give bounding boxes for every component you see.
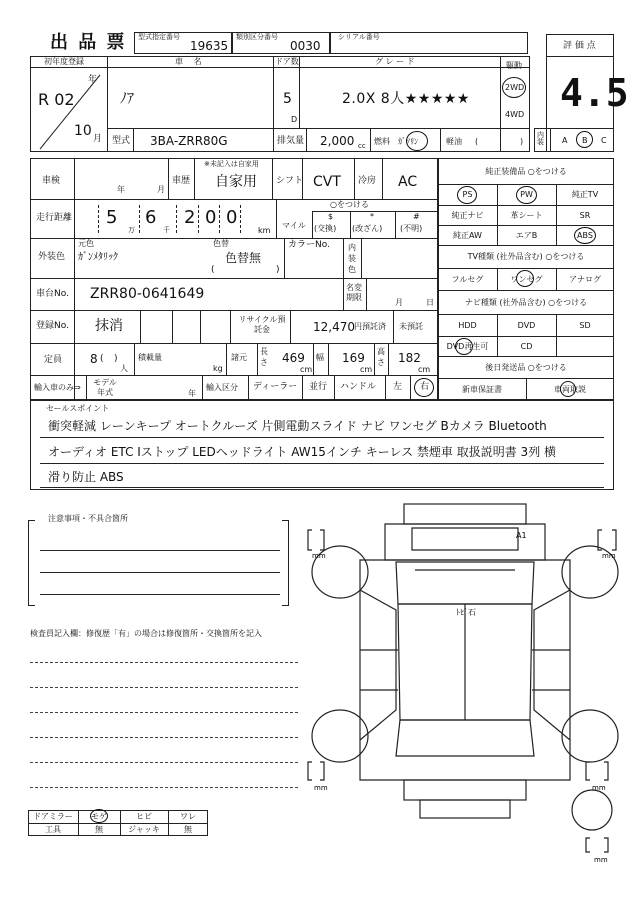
mileage-digit-2: 6 <box>145 207 157 228</box>
recycle-label: リサイクル預託金 <box>238 315 286 334</box>
equip-leather: 革シート <box>510 210 543 220</box>
drive-2wd: 2WD <box>505 83 525 92</box>
caution-bracket-left <box>28 520 35 606</box>
reg-no: 抹消 <box>95 318 123 334</box>
kg-unit: kg <box>213 364 223 373</box>
mirror-label: ドアミラー <box>33 812 73 821</box>
mm-rear-left: mm <box>314 784 328 792</box>
height-label: 高さ <box>377 347 385 367</box>
drive-4wd: 4WD <box>505 110 525 119</box>
import-label: 輸入車のみ⇒ <box>34 383 81 392</box>
int-color-label: 内装色 <box>348 243 356 274</box>
player-dvd: DVD再生可 <box>446 341 489 351</box>
color-no-label: カラーNo. <box>288 240 330 250</box>
model-year-unit: 年 <box>188 389 196 398</box>
width-label: 幅 <box>316 353 324 362</box>
equip-abs-circle <box>574 227 596 244</box>
car-damage-diagram <box>300 500 630 880</box>
name-change-label: 名変期限 <box>346 283 362 302</box>
fuel-paren-close: ) <box>520 137 524 146</box>
tv-label: TV種類 (社外品含む) ○をつける <box>467 252 585 261</box>
ac-label: 冷房 <box>358 176 377 186</box>
first-reg-era: R 02 <box>38 90 75 109</box>
recycle-amount: 12,470 <box>313 320 355 334</box>
reg-no-label: 登録No. <box>36 321 69 331</box>
mile-label: マイル <box>282 221 306 230</box>
day-unit: 日 <box>426 298 434 307</box>
jack-value: 無 <box>184 825 192 834</box>
displacement: 2,000 <box>320 134 355 148</box>
fuel-gasoline-circle <box>406 131 428 151</box>
meter-hash-sub: (不明) <box>400 224 423 233</box>
ext-color-label: 外装色 <box>38 252 66 262</box>
fuel-label: 燃料 <box>374 137 390 146</box>
mirror-circle <box>90 809 108 823</box>
meter-hash: # <box>413 212 420 221</box>
break-label: ワレ <box>180 812 196 821</box>
tools-value: 無 <box>95 825 103 834</box>
displacement-label: 排気量 <box>277 136 305 146</box>
doors-type: D <box>291 115 298 124</box>
capacity: 8 <box>90 352 98 366</box>
chassis-label: 車台No. <box>36 289 69 299</box>
capacity-paren-open: ( <box>100 354 104 364</box>
mileage-label: 走行距離 <box>36 213 73 223</box>
sen-unit: 千 <box>163 226 170 234</box>
handle-left: 左 <box>393 382 403 392</box>
handle-right-circle <box>414 378 434 397</box>
inspection-month-unit: 月 <box>157 185 165 194</box>
model-year-label: モデル年式 <box>93 378 117 397</box>
meter-dollar: $ <box>328 212 334 221</box>
recycle-status: 円預託済 <box>354 322 386 331</box>
later-warranty: 新車保証書 <box>462 384 502 394</box>
ext-color: ｶﾞﾝﾒﾀﾘｯｸ <box>78 252 118 263</box>
equip-tv: 純正TV <box>571 190 599 199</box>
capacity-paren-close: ) <box>114 354 118 364</box>
interior-grade-b-circle <box>576 131 593 148</box>
oem-label: 純正装備品 ○をつける <box>485 166 567 176</box>
fuel-gasoline: ｶﾞｿﾘﾝ <box>398 137 418 146</box>
later-label: 後日発送品 ○をつける <box>485 362 567 372</box>
navi-label: ナビ種類 (社外品含む) ○をつける <box>464 297 588 307</box>
recycle-unpaid: 未預託 <box>399 322 423 331</box>
width: 169 <box>342 351 365 365</box>
month-unit: 月 <box>93 134 103 144</box>
interior-grade-a: A <box>562 136 568 145</box>
mirror-value: モゲ <box>91 812 107 821</box>
meter-star-sub: (改ざん) <box>352 224 383 233</box>
doors: 5 <box>283 91 292 107</box>
length-cm: cm <box>300 365 313 374</box>
equip-pw: PW <box>520 190 533 199</box>
shift-label: シフト <box>276 176 304 186</box>
interior-grade-b: B <box>582 136 588 145</box>
equip-ps: PS <box>462 190 473 199</box>
mileage-digit-3: 2 <box>184 207 196 228</box>
name-change-month: 月 <box>395 298 403 307</box>
km-unit: km <box>258 226 271 235</box>
equip-ps-circle <box>457 186 477 204</box>
inspection-year-unit: 年 <box>117 185 125 194</box>
cc-unit: cc <box>358 142 366 150</box>
equip-abs: ABS <box>577 230 593 240</box>
caution-bracket-right <box>282 520 289 606</box>
original-color-label: 元色 <box>78 239 94 248</box>
ac: AC <box>398 174 418 190</box>
repaint-paren-open: ( <box>211 265 215 275</box>
grade: 2.0X 8人★★★★★ <box>342 91 470 107</box>
meter-star: * <box>370 212 374 221</box>
mm-front-left: mm <box>312 552 326 560</box>
mm-spare: mm <box>594 856 608 864</box>
grade-label: グ レ ー ド <box>375 57 415 66</box>
chassis: ZRR80-0641649 <box>90 286 205 302</box>
navi-sd: SD <box>579 320 591 330</box>
tools-label: 工具 <box>45 825 61 834</box>
history-label: 車歴 <box>172 176 191 186</box>
inspector-label: 検査員記入欄：修復歴「有」の場合は修復箇所・交換箇所を記入 <box>30 629 262 638</box>
shift: CVT <box>313 174 341 190</box>
mileage-digit-1: 5 <box>106 207 118 228</box>
navi-hdd: HDD <box>458 320 477 330</box>
tv-oneseg-circle <box>516 270 534 287</box>
category-no: 0030 <box>290 39 321 53</box>
damage-a1: A1 <box>516 531 527 540</box>
tv-fullseg: フルセグ <box>451 274 484 284</box>
car-name: ﾉｱ <box>120 91 134 107</box>
later-manual-circle <box>560 381 576 397</box>
parallel: 並行 <box>309 382 328 392</box>
equip-airbag: エアB <box>515 230 538 240</box>
repaint: 色替無 <box>225 251 262 265</box>
handle-right: 右 <box>420 382 430 392</box>
tv-oneseg: ワンセグ <box>510 274 543 284</box>
mm-rear-right: mm <box>592 784 606 792</box>
equip-navi: 純正ナビ <box>451 210 484 220</box>
circle-note: ○をつける <box>330 200 369 209</box>
equip-aw: 純正AW <box>453 230 482 240</box>
sales-label: セールスポイント <box>46 404 110 413</box>
first-reg-month: 10 <box>74 123 92 139</box>
jack-label: ジャッキ <box>128 825 160 834</box>
history-note: ※未記入は自家用 <box>204 160 259 168</box>
navi-dvd: DVD <box>517 320 536 330</box>
fuel-diesel: 軽油 <box>446 137 462 146</box>
capacity-label: 定員 <box>44 355 63 365</box>
drive-label: 駆動 <box>506 61 522 70</box>
category-label: 類別区分番号 <box>236 33 278 41</box>
model-cert-label: 型式指定番号 <box>138 33 180 41</box>
sales-line-3: 滑り防止 ABS <box>48 470 124 484</box>
meter-dollar-sub: (交換) <box>314 224 337 233</box>
grade-eval-label: 評 価 点 <box>563 41 596 51</box>
equip-pw-circle <box>516 186 537 204</box>
score-value: 4.5 <box>560 71 629 115</box>
repaint-label: 色替 <box>213 239 229 248</box>
history: 自家用 <box>215 174 257 190</box>
man-unit: 万 <box>128 226 135 234</box>
length: 469 <box>282 351 305 365</box>
length-label: 長さ <box>260 347 268 367</box>
height-cm: cm <box>418 365 431 374</box>
doors-label: ドア数 <box>275 57 299 66</box>
handle-label: ハンドル <box>340 382 377 392</box>
interior-label: 内装 <box>537 131 544 146</box>
mm-front-right: mm <box>602 552 616 560</box>
serial-label: シリアル番号 <box>338 33 380 41</box>
inspection-label: 車検 <box>42 176 61 186</box>
player-cd: CD <box>520 341 533 351</box>
year-unit: 年 <box>88 75 98 85</box>
load-label: 積載量 <box>138 353 162 362</box>
damage-stone: ﾄﾋﾞ石 <box>456 608 476 617</box>
interior-grade-c: C <box>601 136 607 145</box>
model-type-label: 型式 <box>112 136 131 146</box>
tv-analog: アナログ <box>569 274 601 284</box>
later-manual: 車両取説 <box>554 384 586 394</box>
equip-sr: SR <box>579 210 591 220</box>
person-unit: 人 <box>120 364 128 373</box>
width-cm: cm <box>360 365 373 374</box>
height: 182 <box>398 351 421 365</box>
model-type: 3BA-ZRR80G <box>150 134 228 148</box>
form-title: 出 品 票 <box>50 32 127 53</box>
drive-2wd-circle <box>502 77 526 98</box>
player-dvd-circle <box>455 338 473 355</box>
sales-line-2: オーディオ ETC Iストップ LEDヘッドライト AW15インチ キーレス 禁煙車 取扱説明書 3列 横 <box>48 445 557 459</box>
sales-line-1: 衝突軽減 レーンキープ オートクルーズ 片側電動スライド ナビ ワンセグ Bカメラ Bluetooth <box>48 419 547 433</box>
crack-label: ヒビ <box>136 812 152 821</box>
car-name-label: 車 名 <box>175 57 206 66</box>
mileage-digit-4: 0 <box>205 207 217 228</box>
dealer: ディーラー <box>253 382 298 392</box>
dims-label: 諸元 <box>231 353 247 362</box>
import-class-label: 輸入区分 <box>206 383 238 392</box>
caution-label: 注意事項・不具合箇所 <box>48 514 128 523</box>
model-cert-no: 19635 <box>190 39 229 53</box>
mileage-digit-5: 0 <box>226 207 238 228</box>
first-reg-label: 初年度登録 <box>44 57 84 66</box>
fuel-paren-open: ( <box>475 137 479 146</box>
repaint-paren-close: ) <box>276 265 280 275</box>
